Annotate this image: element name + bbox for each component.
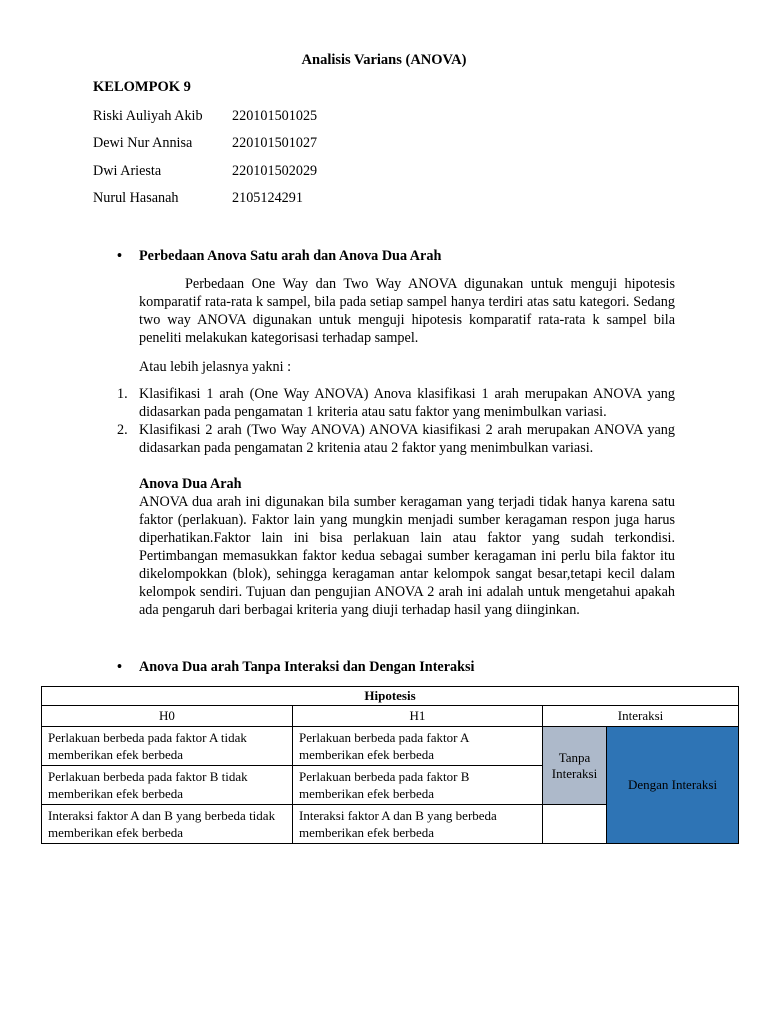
- table-title: Hipotesis: [42, 687, 739, 706]
- dengan-interaksi-cell: Dengan Interaksi: [607, 727, 739, 844]
- paragraph-lead: Atau lebih jelasnya yakni :: [139, 359, 292, 375]
- member-id: 220101501025: [232, 108, 318, 124]
- member-name: Dwi Ariesta: [93, 163, 162, 179]
- member-id: 2105124291: [232, 190, 303, 206]
- table-cell-h0: Perlakuan berbeda pada faktor A tidak memberikan efek berbeda: [42, 727, 293, 766]
- bullet-icon: •: [117, 248, 122, 264]
- member-name: Nurul Hasanah: [93, 190, 179, 206]
- list-number: 1.: [117, 386, 128, 402]
- member-row: [93, 163, 493, 180]
- group-name: KELOMPOK 9: [93, 79, 191, 95]
- hypothesis-table: [41, 686, 739, 844]
- table-cell-h0: Perlakuan berbeda pada faktor B tidak memberikan efek berbeda: [42, 766, 293, 805]
- column-header-interaksi: Interaksi: [543, 706, 739, 727]
- member-id: 220101502029: [232, 163, 318, 179]
- paragraph-intro: Perbedaan One Way dan Two Way ANOVA digunakan untuk menguji hipotesis komparatif rata-rata k sampel, bila pada setiap sampel hanya terdiri atas satu kategori. Sedang two way ANOVA digunakan untuk menguji hipotesis komparatif rata-rata k sampel bila peneliti melakukan kategorisasi terhadap sampel.: [139, 276, 675, 346]
- member-row: [93, 190, 493, 207]
- empty-cell: [543, 805, 607, 844]
- column-header-h1: H1: [293, 706, 543, 727]
- member-id: 220101501027: [232, 135, 318, 151]
- bullet-icon: •: [117, 659, 122, 675]
- table-cell-h1: Perlakuan berbeda pada faktor A memberikan efek berbeda: [293, 727, 543, 766]
- table-cell-h1: Perlakuan berbeda pada faktor B memberikan efek berbeda: [293, 766, 543, 805]
- document-title: Analisis Varians (ANOVA): [301, 52, 467, 68]
- section-heading-text: Anova Dua arah Tanpa Interaksi dan Dengan Interaksi: [139, 659, 475, 675]
- paragraph-anova-dua-arah: ANOVA dua arah ini digunakan bila sumber keragaman yang terjadi tidak hanya karena satu faktor (perlakuan). Faktor lain yang mungkin menjadi sumber keragaman respon juga harus diperhatikan.Faktor lain ini bisa perlakuan lain atau faktor yang sudah terkondisi. Pertimbangan memasukkan faktor kedua sebagai sumber keragaman ini perlu bila faktor itu dikelompokkan (blok), sehingga keragaman antar kelompok sangat besar,tetapi kecil dalam kelompok sendiri. Tujuan dan pengujian ANOVA 2 arah ini adalah untuk mengetahui apakah ada pengaruh dari berbagai kriteria yang diuji terhadap hasil yang diinginkan.: [139, 494, 675, 618]
- member-row: [93, 108, 493, 125]
- table-row: [42, 727, 739, 766]
- member-name: Dewi Nur Annisa: [93, 135, 193, 151]
- column-header-h0: H0: [42, 706, 293, 727]
- member-name: Riski Auliyah Akib: [93, 108, 203, 124]
- table-cell-h0: Interaksi faktor A dan B yang berbeda tidak memberikan efek berbeda: [42, 805, 293, 844]
- section-heading-text: Perbedaan Anova Satu arah dan Anova Dua Arah: [139, 248, 442, 264]
- subheading-anova-dua-arah: Anova Dua Arah: [139, 476, 242, 492]
- tanpa-interaksi-cell: Tanpa Interaksi: [543, 727, 607, 805]
- member-row: [93, 135, 493, 152]
- list-text: Klasifikasi 2 arah (Two Way ANOVA) ANOVA kiasifikasi 2 arah merupakan ANOVA yang didasarkan pada pengamatan 2 kritenia atau 2 faktor yang menimbulkan variasi.: [139, 422, 675, 456]
- table-cell-h1: Interaksi faktor A dan B yang berbeda memberikan efek berbeda: [293, 805, 543, 844]
- list-number: 2.: [117, 422, 128, 438]
- list-text: Klasifikasi 1 arah (One Way ANOVA) Anova klasifikasi 1 arah merupakan ANOVA yang didasarkan pada pengamatan 1 kriteria atau satu faktor yang menimbulkan variasi.: [139, 386, 675, 420]
